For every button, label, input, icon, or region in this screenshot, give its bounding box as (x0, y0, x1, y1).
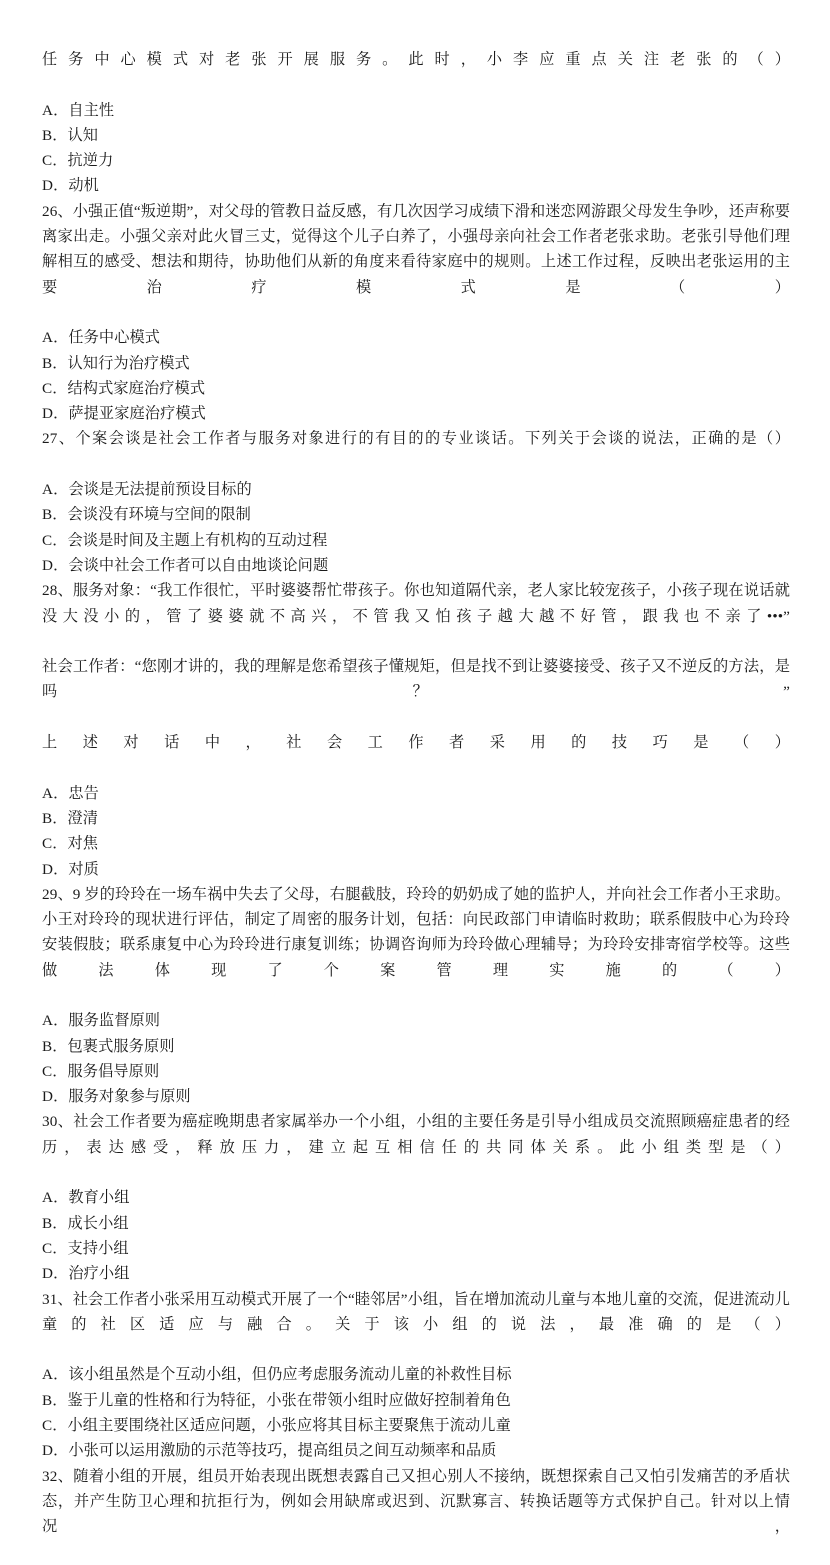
question-stem: 27、个案会谈是社会工作者与服务对象进行的有目的的专业谈话。下列关于会谈的说法，正确的是（） (42, 430, 790, 448)
answer-option: B．成长小组 (42, 1214, 129, 1232)
question-stem: 30、社会工作者要为癌症晚期患者家属举办一个小组，小组的主要任务是引导小组成员交流照顾癌症患者的经历，表达感受，释放压力，建立起互相信任的共同体关系。此小组类型是（） (42, 1113, 790, 1156)
answer-option: D．动机 (42, 177, 99, 195)
question-stem: 社会工作者：“您刚才讲的，我的理解是您希望孩子懂规矩，但是找不到让婆婆接受、孩子又不逆反的方法，是吗？” (42, 658, 790, 701)
answer-option: D．小张可以运用激励的示范等技巧，提高组员之间互动频率和品质 (42, 1442, 497, 1460)
answer-option: C．抗逆力 (42, 152, 114, 170)
answer-option: A．忠告 (42, 784, 99, 802)
answer-option: A．自主性 (42, 101, 115, 119)
question-stem: 32、随着小组的开展，组员开始表现出既想表露自己又担心别人不接纳，既想探索自己又怕引发痛苦的矛盾状态，并产生防卫心理和抗拒行为，例如会用缺席或迟到、沉默寡言、转换话题等方式保护自己。针对以上情况， (42, 1467, 790, 1536)
question-stem: 任务中心模式对老张开展服务。此时，小李应重点关注老张的（） (42, 51, 790, 68)
answer-option: D．会谈中社会工作者可以自由地谈论问题 (42, 556, 329, 574)
answer-option: C．对焦 (42, 835, 99, 853)
answer-option: A．教育小组 (42, 1189, 130, 1207)
answer-option: B．会谈没有环境与空间的限制 (42, 506, 251, 524)
answer-option: B．鉴于儿童的性格和行为特征，小张在带领小组时应做好控制着角色 (42, 1391, 511, 1409)
question-stem: 上述对话中，社会工作者采用的技巧是（） (42, 734, 790, 752)
answer-option: A．服务监督原则 (42, 1012, 161, 1030)
answer-option: D．萨提亚家庭治疗模式 (42, 405, 206, 423)
question-content-column (42, 47, 790, 1565)
answer-option: A．任务中心模式 (42, 329, 161, 347)
answer-option: B．认知行为治疗模式 (42, 354, 190, 372)
answer-option: C．会谈是时间及主题上有机构的互动过程 (42, 531, 328, 549)
answer-option: D．治疗小组 (42, 1265, 130, 1283)
question-stem: 29、9 岁的玲玲在一场车祸中失去了父母，右腿截肢，玲玲的奶奶成了她的监护人，并向社会工作者小王求助。小王对玲玲的现状进行评估，制定了周密的服务计划，包括：向民政部门申请临时救助；联系假肢中心为玲玲安装假肢；联系康复中心为玲玲进行康复训练；协调咨询师为玲玲做心理辅导；为玲玲安排寄宿学校等。这些做法体现了个案管理实施的（） (42, 885, 790, 979)
answer-option: A．会谈是无法提前预设目标的 (42, 481, 252, 499)
answer-option: B．认知 (42, 126, 99, 144)
question-stem: 31、社会工作者小张采用互动模式开展了一个“睦邻居”小组，旨在增加流动儿童与本地儿童的交流，促进流动儿童的社区适应与融合。关于该小组的说法，最准确的是（） (42, 1290, 790, 1333)
answer-option: A．该小组虽然是个互动小组，但仍应考虑服务流动儿童的补救性目标 (42, 1366, 512, 1384)
question-stem: 26、小强正值“叛逆期”，对父母的管教日益反感，有几次因学习成绩下滑和迷恋网游跟父母发生争吵，还声称要离家出走。小强父亲对此火冒三丈，觉得这个儿子白养了，小强母亲向社会工作者老张求助。老张引导他们理解相互的感受、想法和期待，协助他们从新的角度来看待家庭中的规则。上述工作过程，反映出老张运用的主要治疗模式是（） (42, 202, 790, 296)
answer-option: C．小组主要围绕社区适应问题，小张应将其目标主要聚焦于流动儿童 (42, 1417, 511, 1435)
answer-option: B．澄清 (42, 809, 99, 827)
answer-option: D．对质 (42, 860, 99, 878)
question-stem: 28、服务对象：“我工作很忙，平时婆婆帮忙带孩子。你也知道隔代亲，老人家比较宠孩子，小孩子现在说话就没大没小的，管了婆婆就不高兴，不管我又怕孩子越大越不好管，跟我也不亲了•••” (42, 582, 790, 625)
answer-option: C．支持小组 (42, 1239, 129, 1257)
answer-option: C．结构式家庭治疗模式 (42, 379, 206, 397)
answer-option: C．服务倡导原则 (42, 1062, 160, 1080)
answer-option: B．包裹式服务原则 (42, 1037, 175, 1055)
answer-option: D．服务对象参与原则 (42, 1088, 191, 1106)
